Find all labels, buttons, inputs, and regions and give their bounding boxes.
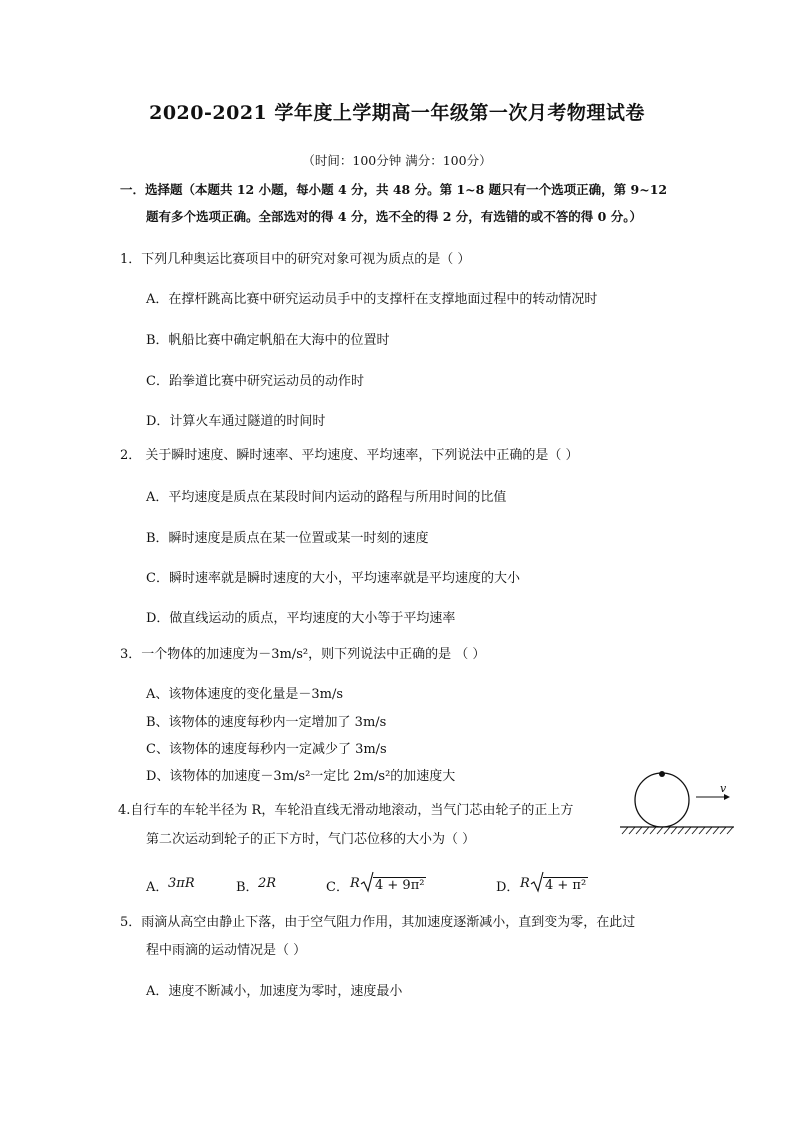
- question-3-option-a: A、该物体速度的变化量是－3m/s: [146, 687, 344, 702]
- exam-time-score: （时间：100分钟 满分：100分）: [302, 153, 492, 168]
- question-2-option-c: C．瞬时速率就是瞬时速度的大小，平均速率就是平均速度的大小: [146, 571, 520, 586]
- question-4-option-c-label: C．: [326, 880, 349, 895]
- question-2-option-d: D．做直线运动的质点，平均速度的大小等于平均速率: [146, 611, 456, 626]
- question-3-stem: 3．一个物体的加速度为－3m/s²，则下列说法中正确的是 （ ）: [120, 647, 486, 662]
- question-4-option-b-value: 2R: [258, 876, 277, 891]
- question-4-option-d-prefix: R: [520, 876, 530, 891]
- question-1-option-b: B．帆船比赛中确定帆船在大海中的位置时: [146, 333, 390, 348]
- question-4-option-a-label: A．: [146, 880, 169, 895]
- velocity-label: v: [720, 782, 727, 795]
- question-3-option-c: C、该物体的速度每秒内一定减少了 3m/s: [146, 742, 387, 757]
- question-2-stem: 2． 关于瞬时速度、瞬时速率、平均速度、平均速率，下列说法中正确的是（ ）: [120, 448, 579, 463]
- section-instructions-line2: 题有多个选项正确。全部选对的得 4 分，选不全的得 2 分，有选错的或不答的得 0 分。）: [146, 209, 642, 224]
- rolling-wheel-figure: [616, 770, 736, 842]
- section-instructions-line1: 一．选择题（本题共 12 小题，每小题 4 分，共 48 分。第 1~8 题只有一个选项正确，第 9~12: [120, 182, 668, 197]
- question-3-option-d: D、该物体的加速度－3m/s²一定比 2m/s²的加速度大: [146, 769, 456, 784]
- question-4-option-d-radicand: 4 + π²: [545, 878, 587, 893]
- question-4-stem-line2: 第二次运动到轮子的正下方时，气门芯位移的大小为（ ）: [146, 832, 476, 847]
- question-5-stem-line2: 程中雨滴的运动情况是（ ）: [146, 943, 307, 958]
- question-4-option-b-label: B．: [236, 880, 259, 895]
- question-1-option-a: A．在撑杆跳高比赛中研究运动员手中的支撑杆在支撑地面过程中的转动情况时: [146, 292, 598, 307]
- page-title: 2020-2021 学年度上学期高一年级第一次月考物理试卷: [149, 102, 645, 124]
- question-4-option-a-value: 3πR: [168, 876, 195, 891]
- question-2-option-a: A．平均速度是质点在某段时间内运动的路程与所用时间的比值: [146, 490, 507, 505]
- sqrt-sign-icon: [360, 871, 374, 893]
- wheel-circle: [635, 773, 689, 827]
- question-1-option-d: D．计算火车通过隧道的时间时: [146, 414, 326, 429]
- question-2-option-b: B．瞬时速度是质点在某一位置或某一时刻的速度: [146, 531, 429, 546]
- question-4-option-d-label: D．: [496, 880, 520, 895]
- question-4-stem-line1: 4.自行车的车轮半径为 R，车轮沿直线无滑动地滚动，当气门芯由轮子的正上方: [118, 803, 574, 818]
- question-5-option-a: A．速度不断减小，加速度为零时，速度最小: [146, 984, 403, 999]
- question-1-option-c: C．跆拳道比赛中研究运动员的动作时: [146, 374, 364, 389]
- question-3-option-b: B、该物体的速度每秒内一定增加了 3m/s: [146, 715, 387, 730]
- ground-hatching: [622, 827, 733, 834]
- question-4-option-c-radicand: 4 + 9π²: [375, 878, 425, 893]
- question-4-options: [146, 876, 606, 896]
- question-5-stem-line1: 5．雨滴从高空由静止下落，由于空气阻力作用，其加速度逐渐减小，直到变为零，在此过: [120, 915, 636, 930]
- question-1-stem: 1．下列几种奥运比赛项目中的研究对象可视为质点的是（ ）: [120, 252, 471, 267]
- sqrt-sign-icon: [530, 871, 544, 893]
- valve-core-dot: [659, 771, 665, 777]
- question-4-option-c-prefix: R: [350, 876, 360, 891]
